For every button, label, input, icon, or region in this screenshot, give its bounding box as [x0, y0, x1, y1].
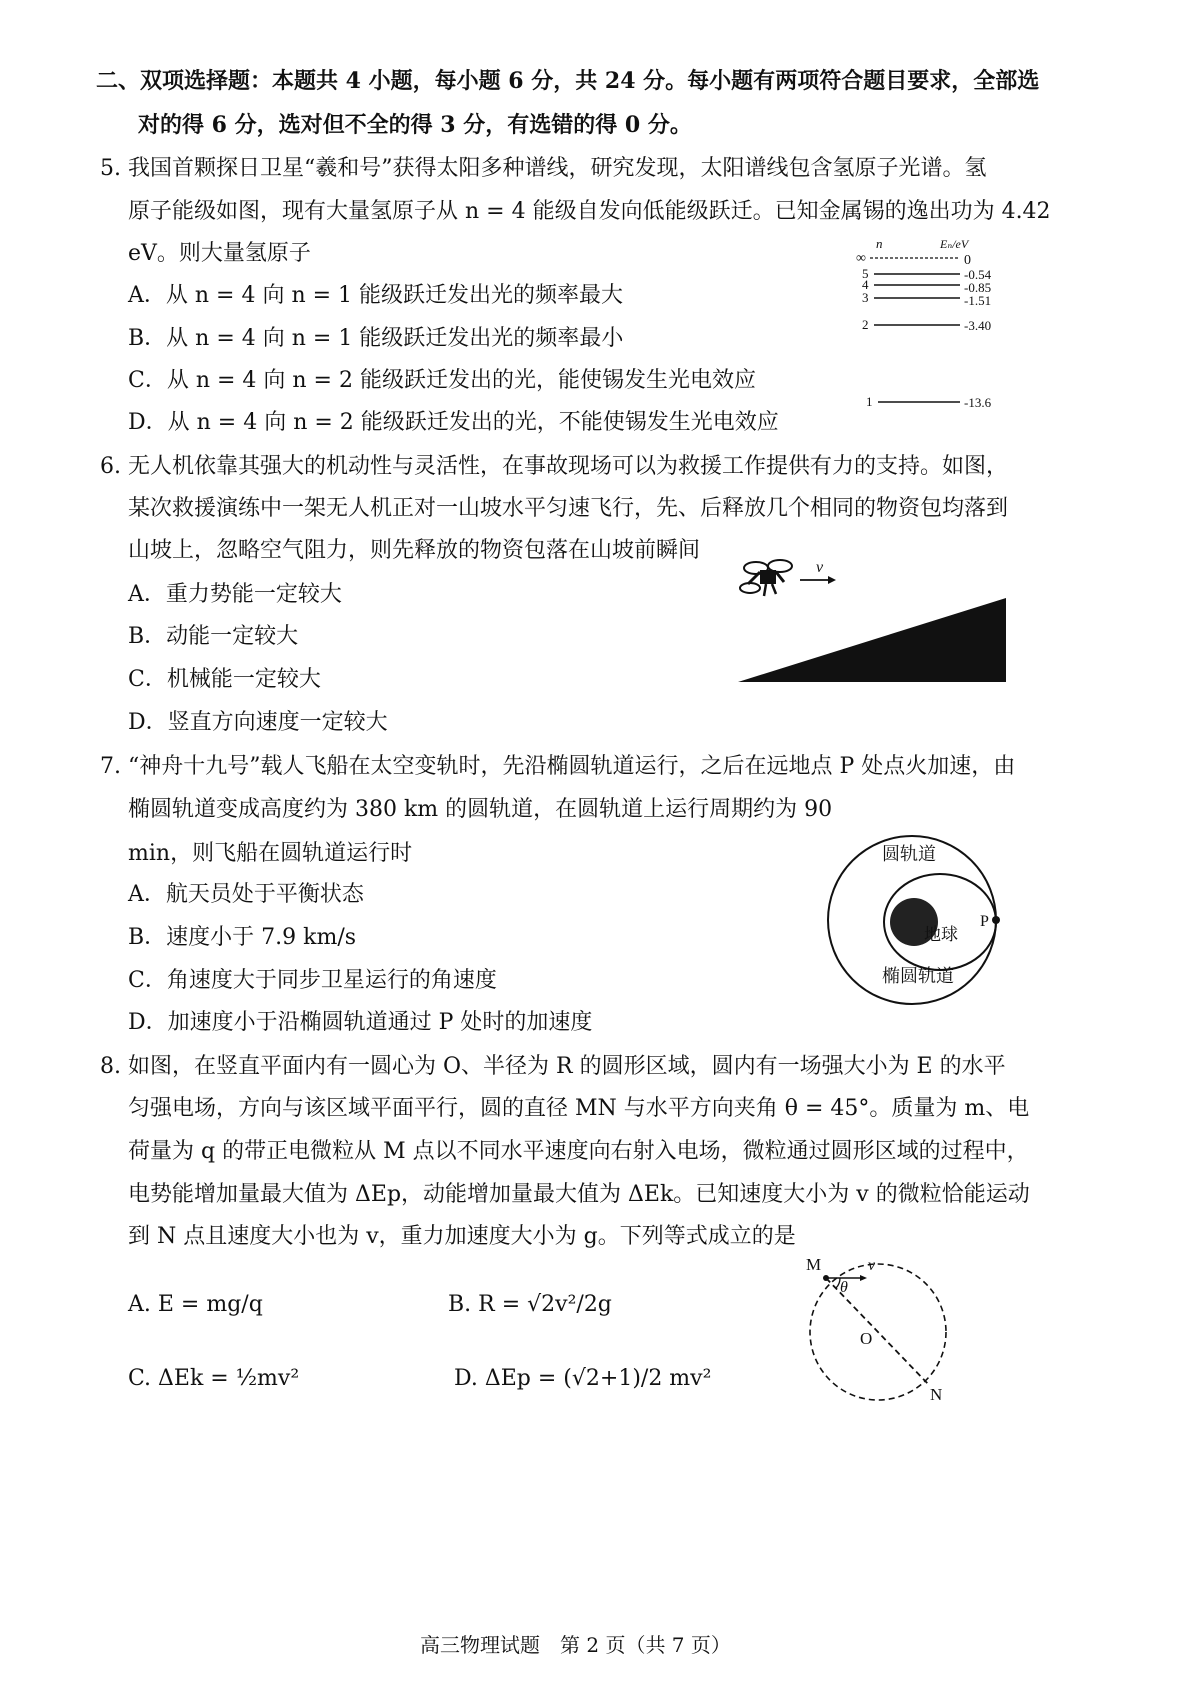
point-m-label: M [806, 1255, 822, 1274]
q8-stem-line3: 荷量为 q 的带正电微粒从 M 点以不同水平速度向右射入电场，微粒通过圆形区域的过程中， [128, 1139, 1029, 1164]
q7-option-a: A．航天员处于平衡状态 [128, 882, 364, 907]
q7-stem-line2: 椭圆轨道变成高度约为 380 km 的圆轨道，在圆轨道上运行周期约为 90 [128, 797, 833, 822]
energy-level-diagram [848, 232, 1018, 412]
q5-stem-line1: 5. 我国首颗探日卫星“羲和号”获得太阳多种谱线，研究发现，太阳谱线包含氢原子光谱。氢 [100, 156, 987, 181]
level-n-inf: ∞ [856, 251, 866, 266]
level-e-1: -13.6 [964, 395, 992, 410]
drone-slope-diagram [730, 548, 1020, 698]
q5-option-b: B．从 n = 4 向 n = 1 能级跃迁发出光的频率最小 [128, 326, 624, 351]
q7-option-c: C．角速度大于同步卫星运行的角速度 [128, 968, 497, 993]
level-e-5: -0.54 [964, 267, 992, 282]
q6-stem-line1: 6. 无人机依靠其强大的机动性与灵活性，在事故现场可以为救援工作提供有力的支持。如图， [100, 454, 1008, 479]
q7-stem-line3: min，则飞船在圆轨道运行时 [128, 841, 413, 866]
energy-diagram-n-header: n [876, 236, 883, 251]
page-footer: 高三物理试题 第 2 页（共 7 页） [420, 1633, 731, 1657]
q8-stem-line4: 电势能增加量最大值为 ΔEp，动能增加量最大值为 ΔEk。已知速度大小为 v 的微粒恰能运动 [128, 1182, 1030, 1207]
section-title-line2: 对的得 6 分，选对但不全的得 3 分，有选错的得 0 分。 [138, 112, 692, 138]
velocity-arrowhead-icon [860, 1275, 867, 1281]
q6-option-c: C．机械能一定较大 [128, 667, 321, 692]
center-o-label: O [860, 1329, 873, 1348]
velocity-arrow-icon [800, 576, 836, 584]
q5-stem-line2: 原子能级如图，现有大量氢原子从 n = 4 能级自发向低能级跃迁。已知金属锡的逸出功为 4.42 [128, 199, 1051, 224]
q8-stem-line2: 匀强电场，方向与该区域平面平行，圆的直径 MN 与水平方向夹角 θ = 45°。质量为 m、电 [128, 1096, 1030, 1121]
slope-shape [738, 598, 1006, 682]
q8-option-c: C. ΔEk = ½mv² [128, 1366, 300, 1391]
q8-option-a: A. E = mg/q [128, 1292, 263, 1317]
level-n-3: 3 [862, 290, 869, 305]
q8-option-b: B. R = √2v²/2g [448, 1292, 612, 1317]
level-e-inf: 0 [964, 253, 971, 268]
theta-label: θ [840, 1279, 848, 1296]
level-n-5: 5 [862, 266, 869, 281]
energy-diagram-e-header: Eₙ/eV [940, 237, 969, 251]
q8-stem-line1: 8. 如图，在竖直平面内有一圆心为 O、半径为 R 的圆形区域，圆内有一场强大小为 E 的水平 [100, 1054, 1006, 1079]
q6-stem-line3: 山坡上，忽略空气阻力，则先释放的物资包落在山坡前瞬间 [128, 538, 701, 563]
level-e-2: -3.40 [964, 318, 992, 333]
q6-stem-line2: 某次救援演练中一架无人机正对一山坡水平匀速飞行，先、后释放几个相同的物资包均落到 [128, 496, 1009, 521]
circle-field-diagram [796, 1248, 966, 1408]
level-n-2: 2 [862, 317, 869, 332]
orbit-diagram [826, 830, 1016, 1010]
point-p-marker [992, 916, 1000, 924]
earth-label: 地球 [924, 925, 958, 944]
level-n-1: 1 [866, 394, 873, 409]
q5-stem-line3: eV。则大量氢原子 [128, 241, 311, 266]
drone-icon [740, 560, 792, 596]
velocity-label: v [868, 1257, 876, 1274]
elliptical-orbit-label: 椭圆轨道 [882, 966, 954, 986]
level-n-4: 4 [862, 277, 869, 292]
drone-velocity-label: v [816, 559, 824, 576]
q6-option-b: B．动能一定较大 [128, 624, 299, 649]
point-p-label: P [980, 913, 989, 930]
q5-option-c: C．从 n = 4 向 n = 2 能级跃迁发出的光，能使锡发生光电效应 [128, 368, 756, 393]
point-n-label: N [930, 1385, 943, 1404]
circular-orbit-label: 圆轨道 [882, 844, 936, 864]
section-title-line1: 二、双项选择题：本题共 4 小题，每小题 6 分，共 24 分。每小题有两项符合题目要求，全部选 [96, 68, 1040, 94]
q7-option-d: D．加速度小于沿椭圆轨道通过 P 处时的加速度 [128, 1010, 593, 1035]
level-e-3: -1.51 [964, 293, 992, 308]
q6-option-a: A．重力势能一定较大 [128, 582, 342, 607]
q5-option-d: D．从 n = 4 向 n = 2 能级跃迁发出的光，不能使锡发生光电效应 [128, 410, 779, 435]
q8-stem-line5: 到 N 点且速度大小也为 v，重力加速度大小为 g。下列等式成立的是 [128, 1224, 796, 1249]
q5-option-a: A．从 n = 4 向 n = 1 能级跃迁发出光的频率最大 [128, 283, 624, 308]
q7-stem-line1: 7. “神舟十九号”载人飞船在太空变轨时，先沿椭圆轨道运行，之后在远地点 P 处点火加速，由 [100, 754, 1016, 779]
q7-option-b: B．速度小于 7.9 km/s [128, 925, 357, 950]
q8-option-d: D. ΔEp = (√2+1)/2 mv² [454, 1366, 712, 1391]
q6-option-d: D．竖直方向速度一定较大 [128, 710, 388, 735]
level-e-4: -0.85 [964, 280, 992, 295]
